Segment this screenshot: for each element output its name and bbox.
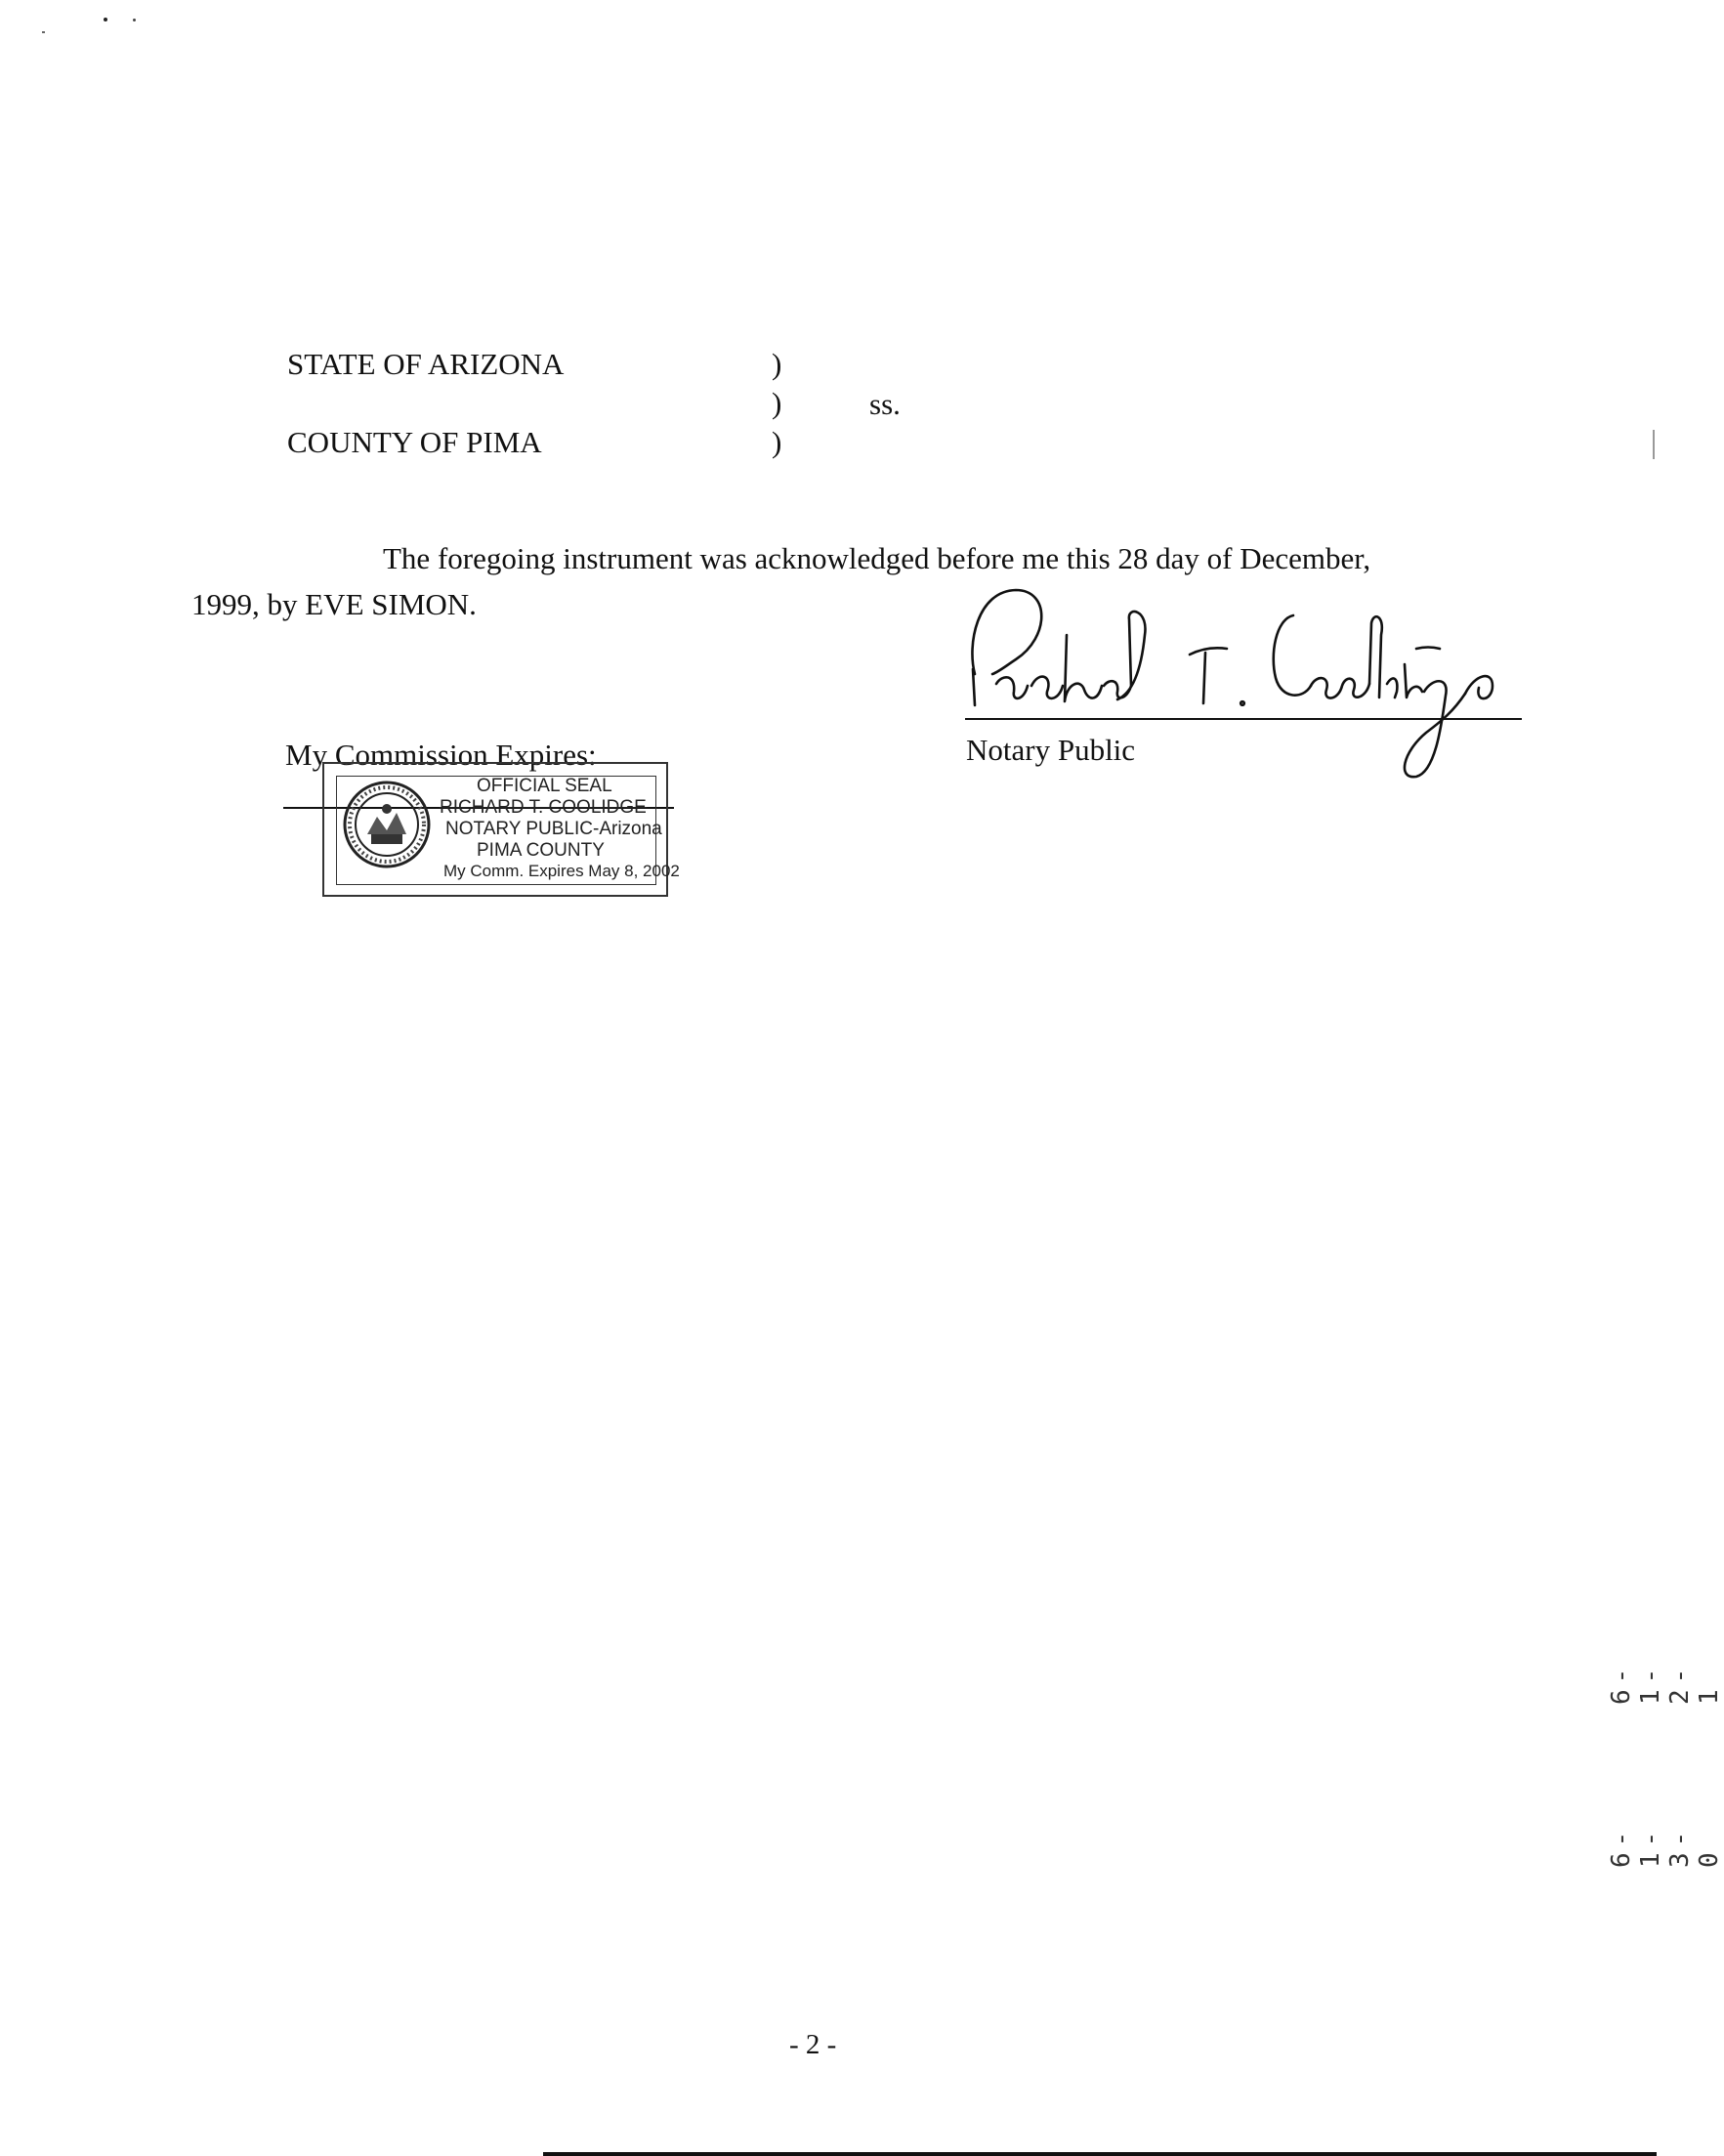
county-label: COUNTY OF PIMA — [287, 425, 542, 459]
notary-signature — [957, 576, 1543, 801]
scan-edge — [543, 2152, 1657, 2156]
signature-line — [965, 718, 1522, 720]
scan-speck — [42, 31, 45, 33]
state-seal-emblem — [342, 780, 432, 869]
scan-speck — [133, 19, 136, 21]
venue-paren: ) — [772, 425, 782, 459]
seal-line-notary: NOTARY PUBLIC-Arizona — [445, 819, 662, 839]
seal-line-official: OFFICIAL SEAL — [477, 776, 612, 796]
margin-code-2: 6-1-3-0 — [1607, 1825, 1724, 1868]
page-number: - 2 - — [789, 2029, 837, 2060]
acknowledgment-line-2: 1999, by EVE SIMON. — [191, 587, 477, 621]
venue-paren: ) — [772, 347, 782, 381]
margin-code-1: 6-1-2-1 — [1607, 1662, 1724, 1705]
margin-mark — [1653, 430, 1655, 459]
official-seal-stamp — [322, 762, 680, 897]
commission-expires-label: My Commission Expires: — [285, 738, 597, 772]
venue-paren: ) — [772, 386, 782, 420]
acknowledgment-line-1: The foregoing instrument was acknowledged before me this 28 day of December, — [383, 541, 1371, 575]
scan-speck — [104, 18, 107, 21]
seal-line-expires: My Comm. Expires May 8, 2002 — [443, 862, 680, 880]
state-label: STATE OF ARIZONA — [287, 347, 565, 381]
notary-public-label: Notary Public — [966, 733, 1136, 767]
seal-line-county: PIMA COUNTY — [477, 840, 605, 861]
ss-label: ss. — [869, 387, 901, 421]
seal-line-name: RICHARD T. COOLIDGE — [440, 797, 647, 818]
